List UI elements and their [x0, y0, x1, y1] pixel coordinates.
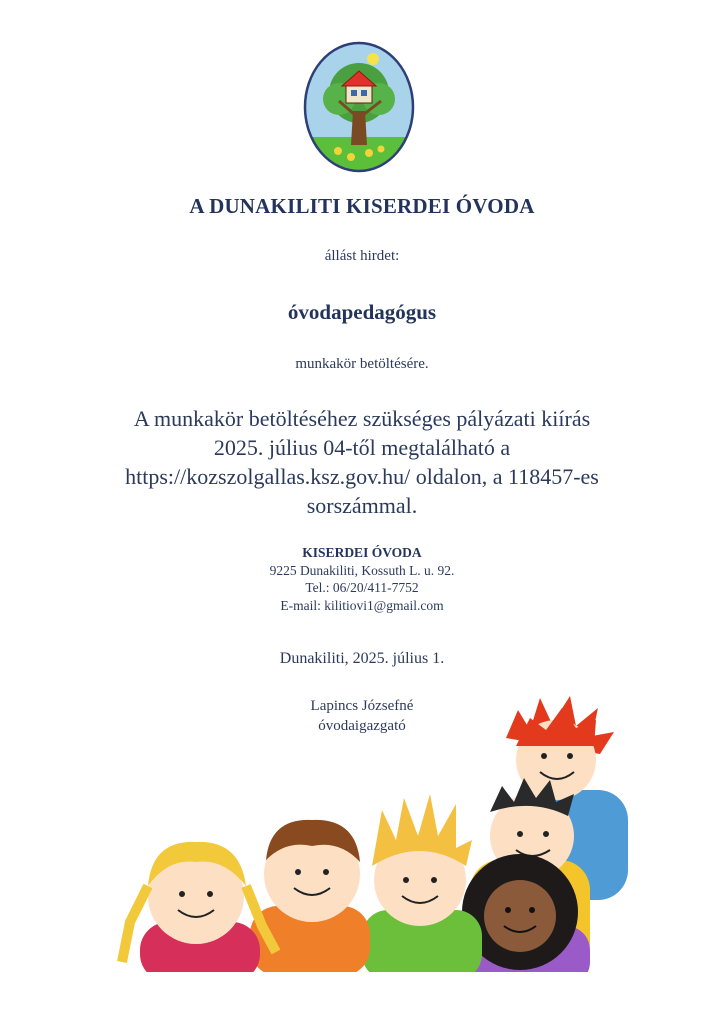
child-blond-spiky — [362, 794, 482, 972]
date-line: Dunakiliti, 2025. július 1. — [279, 650, 445, 667]
contact-email: E-mail: kilitiovi1@gmail.com — [280, 597, 444, 613]
contact-block — [0, 544, 724, 614]
job-position: óvodapedagógus — [287, 300, 437, 324]
children-illustration — [100, 690, 630, 972]
sun-icon — [367, 53, 379, 65]
signature-name: Lapincs Józsefné — [310, 698, 414, 714]
announcement-text: állást hirdet: — [324, 248, 400, 264]
purpose-text: munkakör betöltésére. — [295, 356, 429, 372]
child-brown-hair — [250, 820, 370, 972]
notice-line: A munkakör betöltéséhez szükséges pályázati kiírás — [133, 406, 591, 431]
contact-phone: Tel.: 06/20/411-7752 — [305, 580, 419, 595]
contact-address: 9225 Dunakiliti, Kossuth L. u. 92. — [269, 562, 455, 578]
notice-paragraph — [0, 404, 724, 520]
notice-line-url: https://kozszolgallas.ksz.gov.hu/ oldalon, a 118457-es — [125, 464, 599, 489]
child-blond-braids — [122, 842, 276, 972]
page-title: A DUNAKILITI KISERDEI ÓVODA — [189, 194, 535, 218]
notice-line: sorszámmal. — [306, 493, 418, 518]
contact-org: KISERDEI ÓVODA — [302, 545, 422, 560]
signature-role: óvodaigazgató — [318, 718, 406, 734]
kindergarten-logo — [303, 41, 415, 173]
notice-line: 2025. július 04-től megtalálható a — [213, 435, 511, 460]
